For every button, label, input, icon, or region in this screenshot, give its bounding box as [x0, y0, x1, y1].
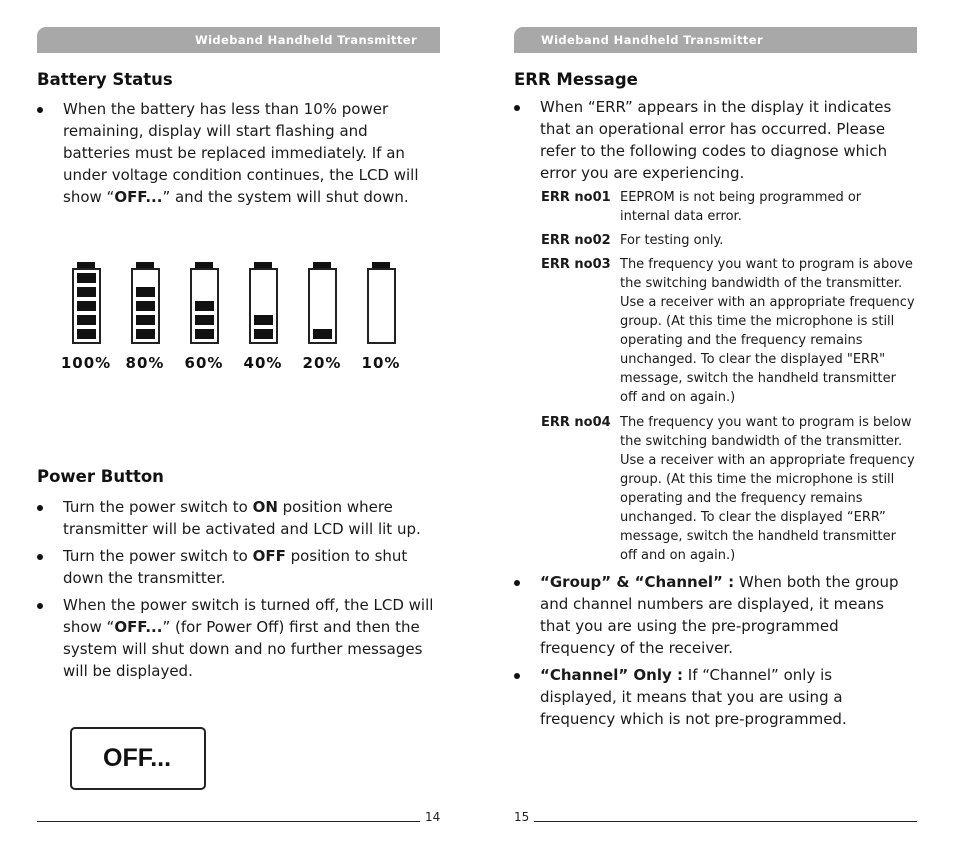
battery-bar [136, 329, 155, 339]
battery-level-label: 80% [125, 354, 165, 372]
channel-only-bullet: “Channel” Only : If “Channel” only is displayed, it means that you are using a frequency which is not pre-programmed. [540, 664, 912, 730]
power-bullet-on: Turn the power switch to ON position where transmitter will be activated and LCD will lit up. [63, 496, 443, 540]
bullet-icon [514, 673, 520, 679]
battery-bullet: When the battery has less than 10% power remaining, display will start flashing and batteries must be replaced immediately. If an under voltage condition continues, the LCD will show “OFF...” and the system will shut down. [63, 98, 433, 208]
battery-body [72, 268, 101, 344]
err-message-heading: ERR Message [514, 70, 638, 89]
battery-bar [313, 329, 332, 339]
battery-body [249, 268, 278, 344]
battery-level-label: 40% [243, 354, 283, 372]
err-code: ERR no02 [541, 233, 611, 248]
battery-level-label: 10% [361, 354, 401, 372]
battery-bar [195, 301, 214, 311]
battery-bar [77, 273, 96, 283]
battery-status-heading: Battery Status [37, 70, 173, 89]
battery-body [367, 268, 396, 344]
battery-level-diagram [60, 262, 424, 382]
err-code: ERR no04 [541, 415, 611, 430]
battery-bar [77, 287, 96, 297]
err-description: The frequency you want to program is above the switching bandwidth of the transmitter. Use a receiver with an appropriate frequency group. (At this time the microphone is still operating and the frequency remains unchanged. To clear the displayed "ERR" message, switch the handheld transmitter off and on again.) [620, 257, 915, 405]
err-description: The frequency you want to program is below the switching bandwidth of the transmitter. Use a receiver with an appropriate frequency group. (At this time the microphone is still operating and the frequency remains unchanged. To clear the displayed “ERR” message, switch the handheld transmitter off and on again.) [620, 415, 915, 563]
power-bullet-shutdown: When the power switch is turned off, the LCD will show “OFF...” (for Power Off) first and then the system will shut down and no further messages will be displayed. [63, 594, 443, 682]
battery-body [190, 268, 219, 344]
battery-bar [254, 315, 273, 325]
page-number: 14 [425, 810, 441, 824]
battery-body [308, 268, 337, 344]
power-bullet-off: Turn the power switch to OFF position to shut down the transmitter. [63, 545, 443, 589]
battery-bar [254, 329, 273, 339]
battery-level-label: 60% [184, 354, 224, 372]
battery-level-label: 20% [302, 354, 342, 372]
page-header: Wideband Handheld Transmitter [514, 27, 917, 53]
page-header: Wideband Handheld Transmitter [37, 27, 440, 53]
bullet-icon [37, 107, 43, 113]
group-channel-bullet: “Group” & “Channel” : When both the group and channel numbers are displayed, it means that you are using the pre-programmed frequency of the receiver. [540, 571, 912, 659]
power-button-heading: Power Button [37, 467, 164, 486]
bullet-icon [514, 105, 520, 111]
battery-bar [195, 329, 214, 339]
err-code: ERR no03 [541, 257, 611, 272]
battery-body [131, 268, 160, 344]
battery-bar [136, 301, 155, 311]
err-intro-bullet: When “ERR” appears in the display it indicates that an operational error has occurred. Please refer to the following codes to diagnose which error you are experiencing. [540, 96, 910, 184]
bullet-icon [514, 580, 520, 586]
page-number: 15 [514, 810, 530, 824]
err-description: EEPROM is not being programmed or internal data error. [620, 190, 862, 224]
battery-bar [77, 329, 96, 339]
battery-bar [136, 315, 155, 325]
battery-bar [195, 315, 214, 325]
battery-bar [77, 301, 96, 311]
err-description: For testing only. [620, 233, 724, 248]
battery-bar [77, 315, 96, 325]
err-code: ERR no01 [541, 190, 611, 205]
battery-bar [136, 287, 155, 297]
lcd-off-display: OFF... [70, 727, 206, 790]
battery-level-label: 100% [60, 354, 112, 372]
footer-rule [534, 821, 917, 822]
